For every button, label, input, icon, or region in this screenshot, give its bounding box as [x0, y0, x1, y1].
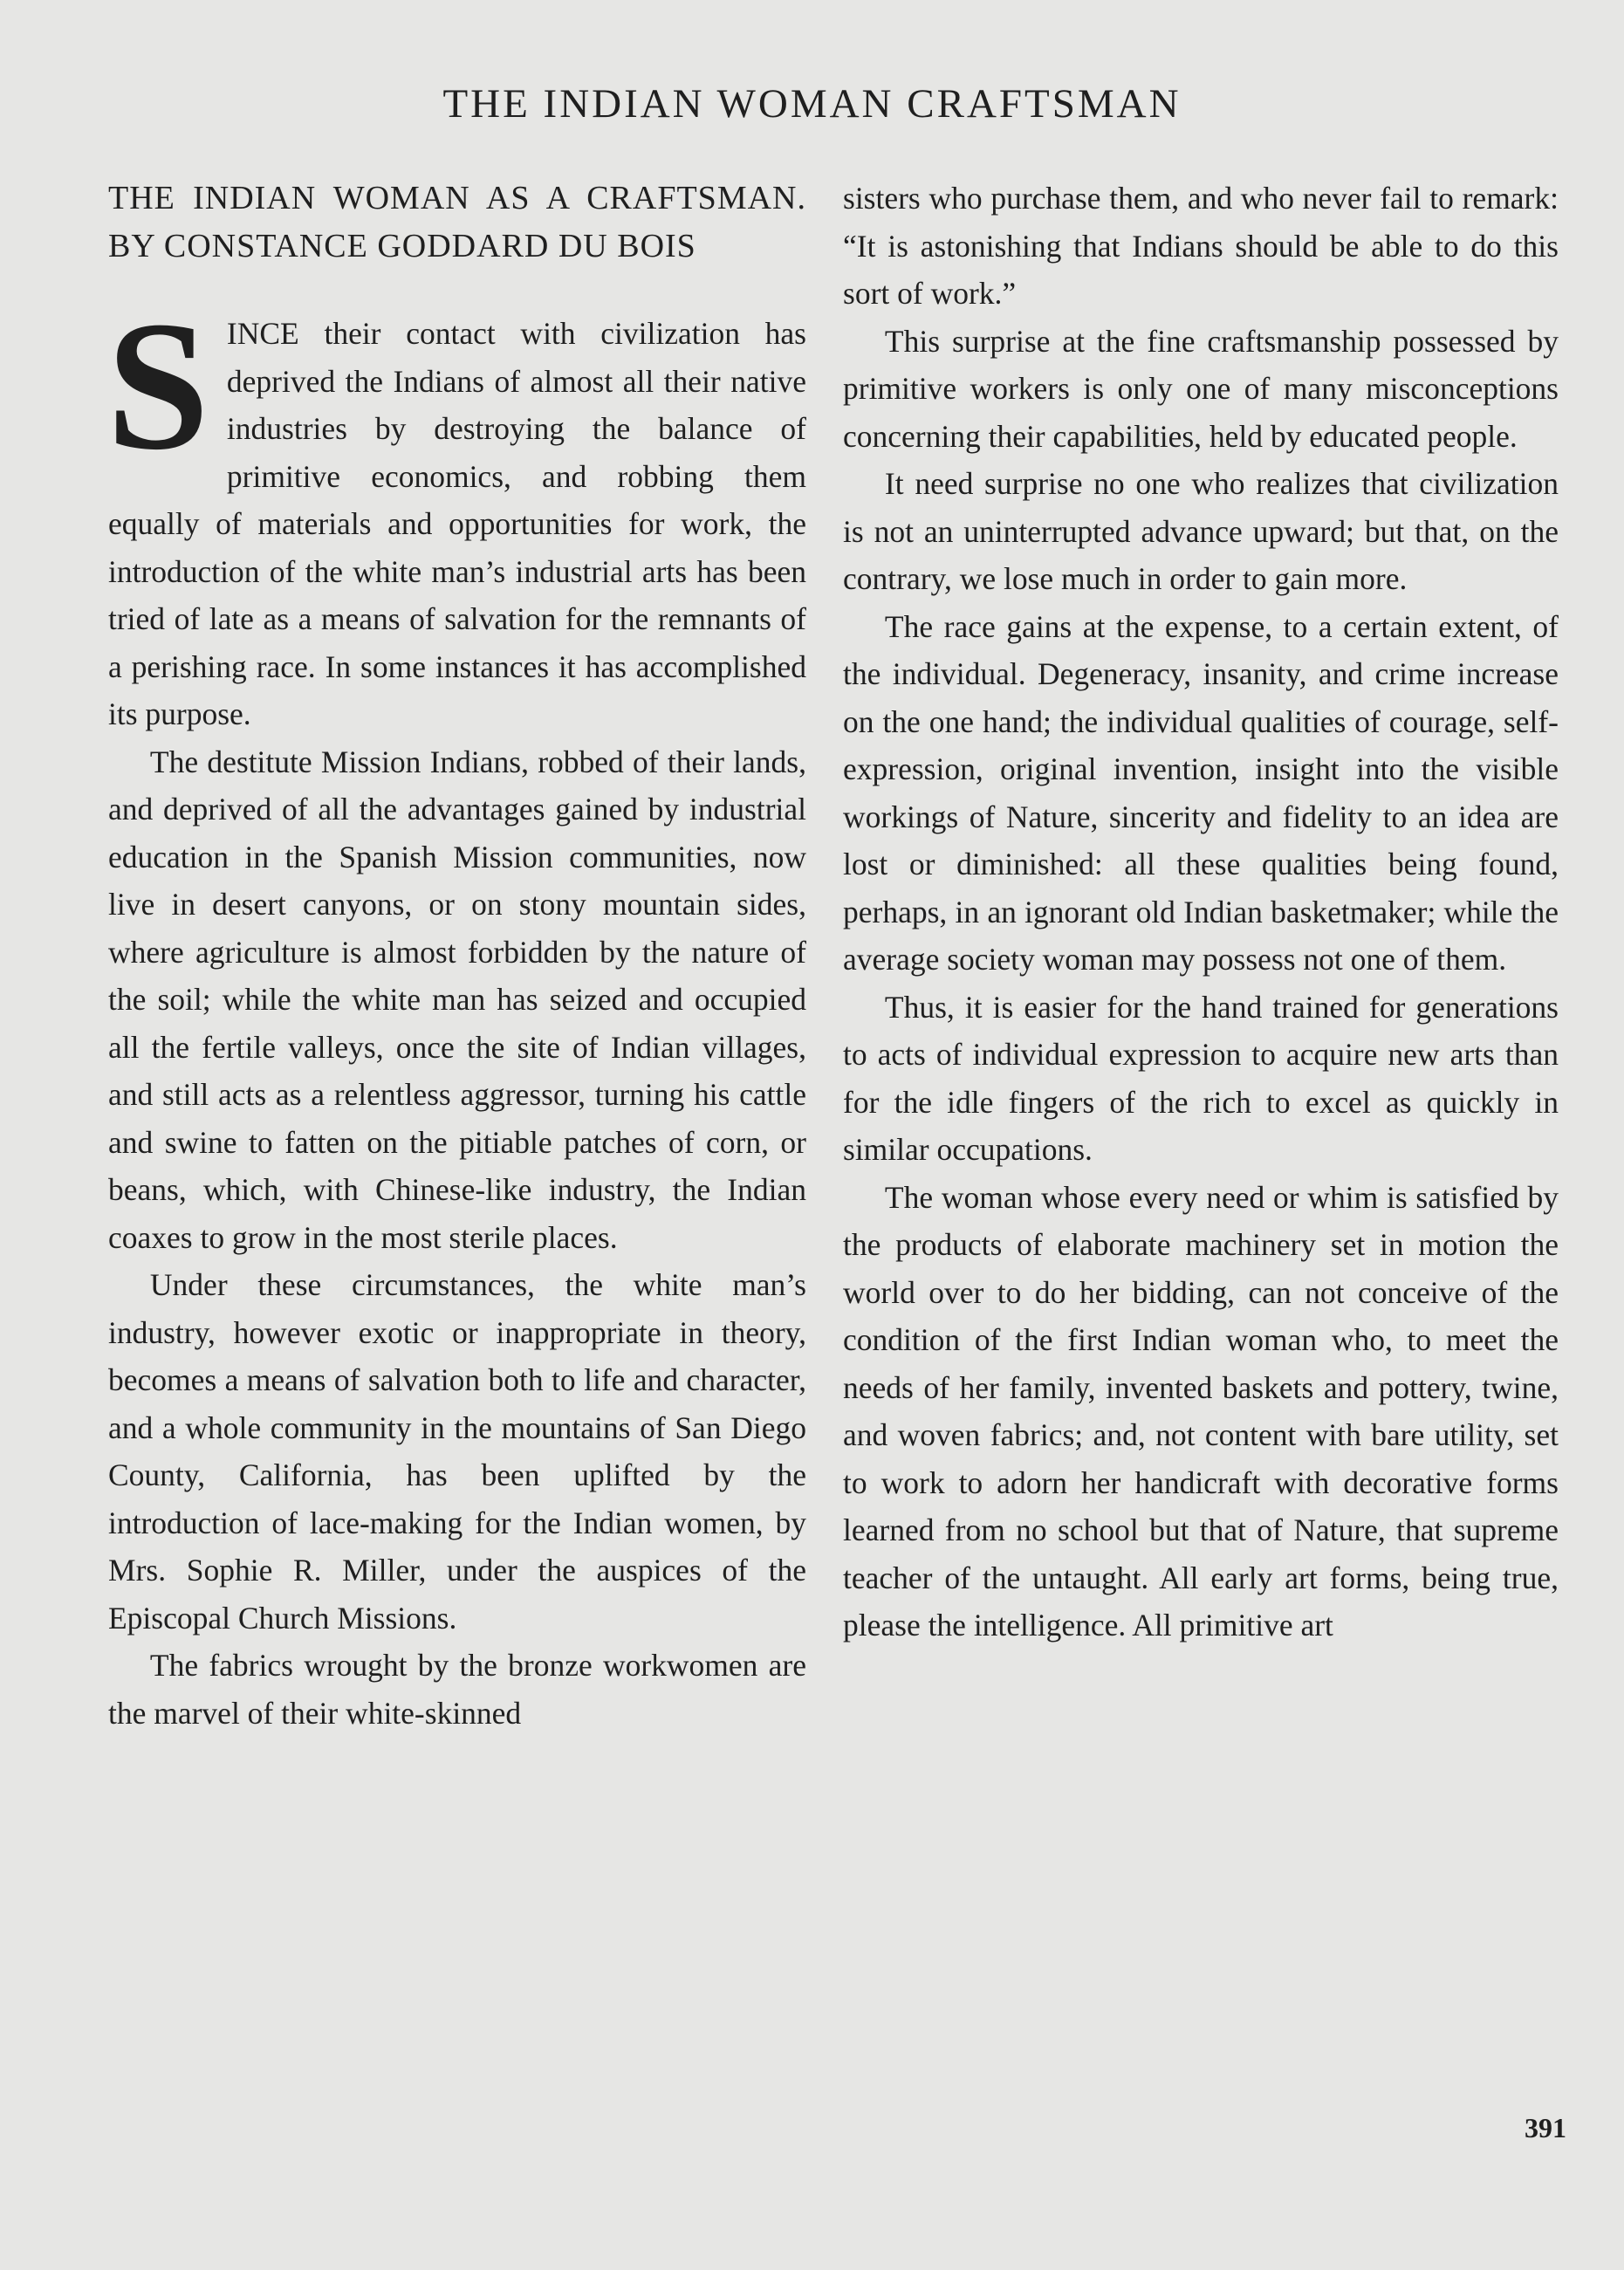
opening-paragraph — [106, 283, 806, 738]
paragraph-hand-trained: Thus, it is easier for the hand trained for generations to acts of individual expression to acquire new arts than for the idle fingers of the rich to excel as quickly in similar occupations. — [843, 989, 1559, 1167]
opening-paragraph-text: their contact with civilization has deprived the Indians of almost all their native industries by destroying the balance of primitive economics, and robbing them equally of materials and opportunities for work, the introduction of the white man’s industrial arts has been tried of late as a means of salvation for the remnants of a perishing race. In some instances it has accomplished its purpose. — [108, 316, 806, 731]
article-title: THE INDIAN WOMAN AS A CRAFTSMAN. BY CONSTANCE GODDARD DU BOIS — [108, 180, 806, 264]
paragraph-surprise: This surprise at the fine craftsmanship possessed by primitive workers is only one of many misconceptions concerning their capabilities, held by educated people. — [843, 323, 1559, 454]
right-column — [843, 175, 1559, 1649]
drop-cap: S — [106, 283, 209, 488]
running-head: THE INDIAN WOMAN CRAFTSMAN — [442, 81, 1182, 127]
paragraph-civilization: It need surprise no one who realizes that civilization is not an uninterrupted advance upward; but that, on the contrary, we lose much in order to gain more. — [843, 466, 1559, 596]
first-word-rest: INCE — [226, 316, 299, 351]
page-number: 391 — [1525, 2112, 1566, 2143]
paragraph-white-mans-industry: Under these circumstances, the white man’s industry, however exotic or inappropriate in theory, becomes a means of salvation both to life and character, and a whole community in the mountains of San Diego County, California, has been uplifted by the introduction of lace-making for the Indian women, by Mrs. Sophie R. Miller, under the auspices of the Episcopal Church Missions. — [108, 1267, 806, 1636]
paragraph-woman-whim: The woman whose every need or whim is satisfied by the products of elaborate machinery set in motion the world over to do her bidding, can not conceive of the condition of the first Indian woman who, to meet the needs of her family, invented baskets and pottery, twine, and woven fabrics; and, not content with bare utility, set to work to adorn her handicraft with decorative forms learned from no school but that of Nature, that supreme teacher of the untaught. All early art forms, being true, please the intelligence. All primitive art — [843, 1179, 1559, 1642]
paragraph-fabrics: The fabrics wrought by the bronze workwomen are the marvel of their white-skinned — [108, 1648, 806, 1731]
left-column — [108, 175, 806, 1737]
paragraph-continuation: sisters who purchase them, and who never fail to remark: “It is astonishing that Indians should be able to do this sort of work.” — [843, 181, 1559, 311]
paragraph-mission-indians: The destitute Mission Indians, robbed of their lands, and deprived of all the advantages gained by industrial education in the Spanish Mission communities, now live in desert canyons, or on stony mountain sides, where agriculture is almost forbidden by the nature of the soil; while the white man has seized and occupied all the fertile valleys, once the site of Indian villages, and still acts as a relentless aggressor, turning his cattle and swine to fatten on the pitiable patches of corn, or beans, which, with Chinese-like industry, the Indian coaxes to grow in the most sterile places. — [108, 744, 806, 1255]
paragraph-race-gains: The race gains at the expense, to a certain extent, of the individual. Degeneracy, insanity, and crime increase on the one hand; the individual qualities of courage, self-expression, original invention, insight into the visible workings of Nature, sincerity and fidelity to an idea are lost or diminished: all these qualities being found, perhaps, in an ignorant old Indian basketmaker; while the average society woman may possess not one of them. — [843, 608, 1559, 977]
